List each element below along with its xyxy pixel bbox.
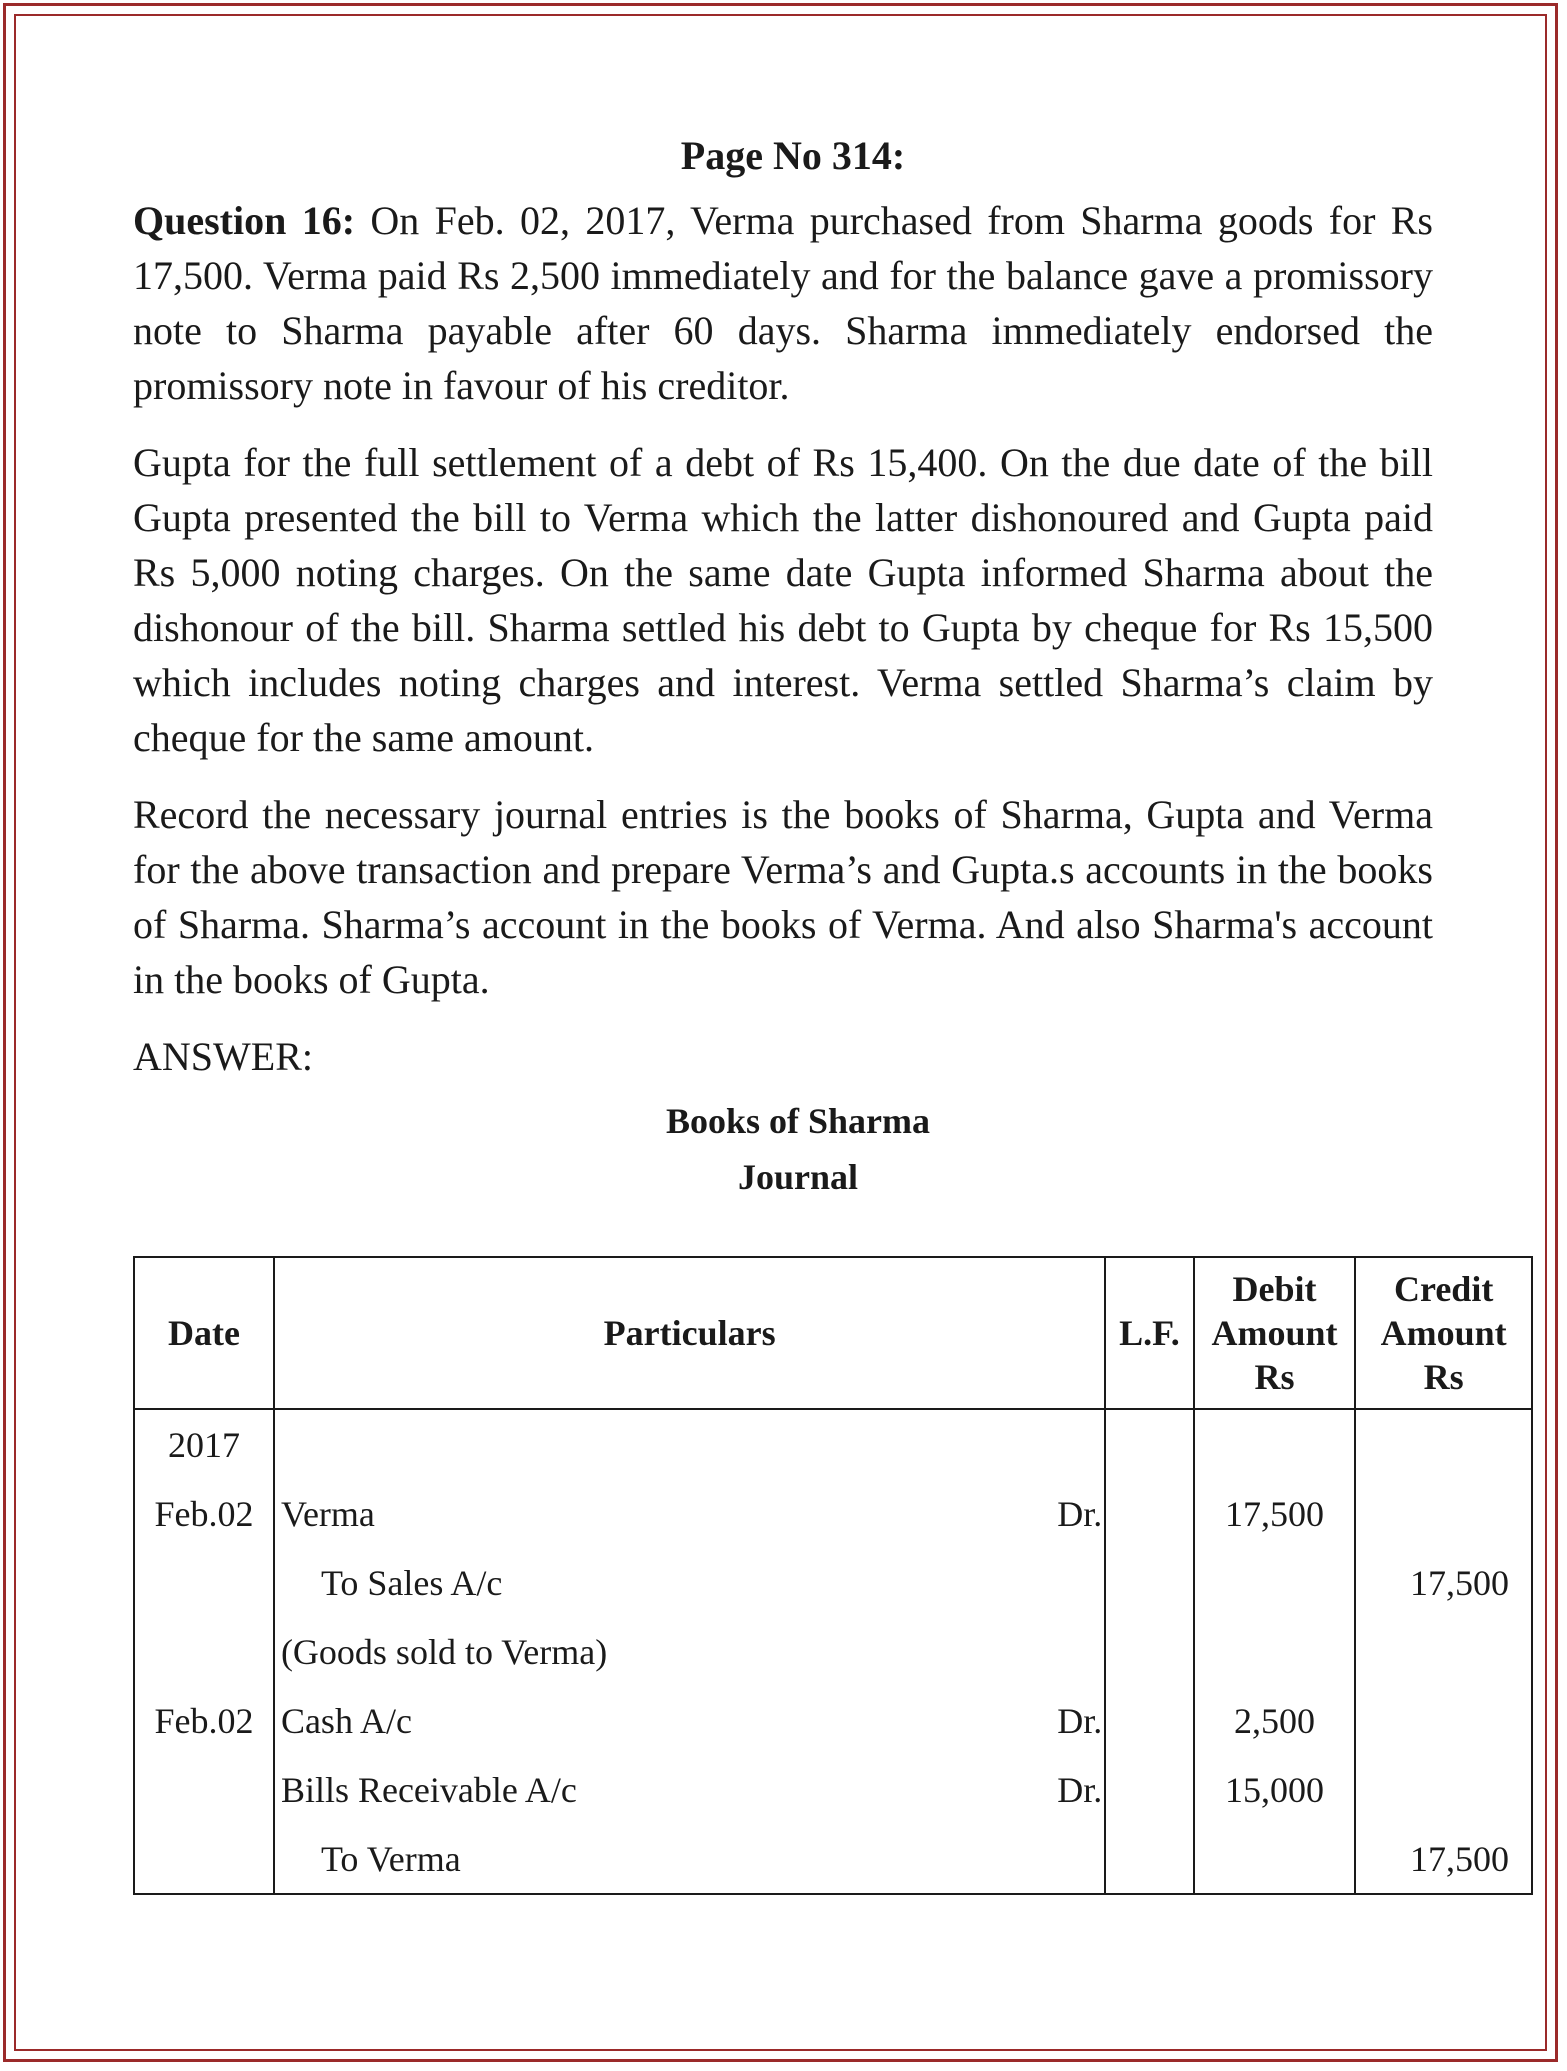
row-credit <box>1355 1686 1532 1755</box>
row-credit <box>1355 1479 1532 1548</box>
row-lf <box>1105 1686 1193 1755</box>
header-debit-line3: Rs <box>1254 1357 1295 1397</box>
row-date <box>134 1755 274 1824</box>
row-lf <box>1105 1479 1193 1548</box>
row-particulars <box>274 1686 1105 1755</box>
row-lf <box>1105 1617 1193 1686</box>
question-text: On Feb. 02, 2017, Verma purchased from Sharma goods for Rs 17,500. Verma paid Rs 2,500 immediately and for the balance gave a promissory note to Sharma payable after 60 days. Sharma immediately endorsed the promissory note in favour of his creditor. <box>133 198 1433 408</box>
row-lf <box>1105 1755 1193 1824</box>
row-debit <box>1194 1548 1356 1617</box>
dr-marker: Dr. <box>1057 1493 1103 1534</box>
row-date: Feb.02 <box>134 1686 274 1755</box>
page-number: Page No 314: <box>680 133 906 178</box>
journal-row <box>134 1686 1532 1755</box>
particulars-text: Cash A/c <box>280 1700 412 1741</box>
row-debit: 15,000 <box>1194 1755 1356 1824</box>
row-credit <box>1355 1755 1532 1824</box>
question-paragraph-2: Gupta for the full settlement of a debt of Rs 15,400. On the due date of the bill Gupta presented the bill to Verma which the latter dishonoured and Gupta paid Rs 5,000 noting charges. On the same date Gupta informed Sharma about the dishonour of the bill. Sharma settled his debt to Gupta by cheque for Rs 15,500 which includes noting charges and interest. Verma settled Sharma’s claim by cheque for the same amount. <box>133 440 1433 760</box>
journal-header-row <box>134 1257 1532 1409</box>
dr-marker: Dr. <box>1057 1700 1103 1741</box>
header-debit-line2: Amount <box>1211 1313 1338 1353</box>
header-credit-line2: Amount <box>1380 1313 1507 1353</box>
header-particulars: Particulars <box>274 1257 1105 1409</box>
row-debit: 17,500 <box>1194 1479 1356 1548</box>
journal-row <box>134 1617 1532 1686</box>
journal-table <box>133 1256 1533 1895</box>
row-date <box>134 1617 274 1686</box>
row-particulars <box>274 1409 1105 1479</box>
header-credit-line3: Rs <box>1423 1357 1464 1397</box>
question-label: Question 16: <box>133 198 356 243</box>
journal-title: Journal <box>737 1157 859 1197</box>
answer-label: ANSWER: <box>133 1034 313 1079</box>
row-particulars <box>274 1479 1105 1548</box>
row-lf <box>1105 1548 1193 1617</box>
row-date: 2017 <box>134 1409 274 1479</box>
particulars-text: To Verma <box>320 1838 461 1879</box>
row-particulars <box>274 1617 1105 1686</box>
header-date: Date <box>134 1257 274 1409</box>
row-debit: 2,500 <box>1194 1686 1356 1755</box>
row-debit <box>1194 1824 1356 1894</box>
row-debit <box>1194 1617 1356 1686</box>
document-content <box>133 132 1433 1212</box>
row-date: Feb.02 <box>134 1479 274 1548</box>
particulars-text: To Sales A/c <box>320 1562 503 1603</box>
row-credit: 17,500 <box>1355 1548 1532 1617</box>
row-credit: 17,500 <box>1355 1824 1532 1894</box>
header-debit <box>1194 1257 1356 1409</box>
journal-row <box>134 1479 1532 1548</box>
dr-marker: Dr. <box>1057 1769 1103 1810</box>
row-lf <box>1105 1409 1193 1479</box>
row-date <box>134 1548 274 1617</box>
row-date <box>134 1824 274 1894</box>
journal-row <box>134 1824 1532 1894</box>
header-credit <box>1355 1257 1532 1409</box>
row-debit <box>1194 1409 1356 1479</box>
row-lf <box>1105 1824 1193 1894</box>
header-lf: L.F. <box>1105 1257 1193 1409</box>
row-particulars <box>274 1548 1105 1617</box>
journal-row <box>134 1755 1532 1824</box>
particulars-text: Verma <box>280 1493 375 1534</box>
particulars-text: (Goods sold to Verma) <box>280 1631 608 1672</box>
books-title: Books of Sharma <box>665 1101 931 1141</box>
journal-row <box>134 1409 1532 1479</box>
header-debit-line1: Debit <box>1232 1269 1317 1309</box>
row-credit <box>1355 1617 1532 1686</box>
particulars-text: Bills Receivable A/c <box>280 1769 577 1810</box>
row-particulars <box>274 1755 1105 1824</box>
row-particulars <box>274 1824 1105 1894</box>
row-credit <box>1355 1409 1532 1479</box>
question-paragraph <box>133 193 1433 413</box>
header-credit-line1: Credit <box>1394 1269 1494 1309</box>
question-paragraph-3: Record the necessary journal entries is the books of Sharma, Gupta and Verma for the above transaction and prepare Verma’s and Gupta.s accounts in the books of Sharma. Sharma’s account in the books of Verma. And also Sharma's account in the books of Gupta. <box>133 792 1433 1002</box>
journal-row <box>134 1548 1532 1617</box>
